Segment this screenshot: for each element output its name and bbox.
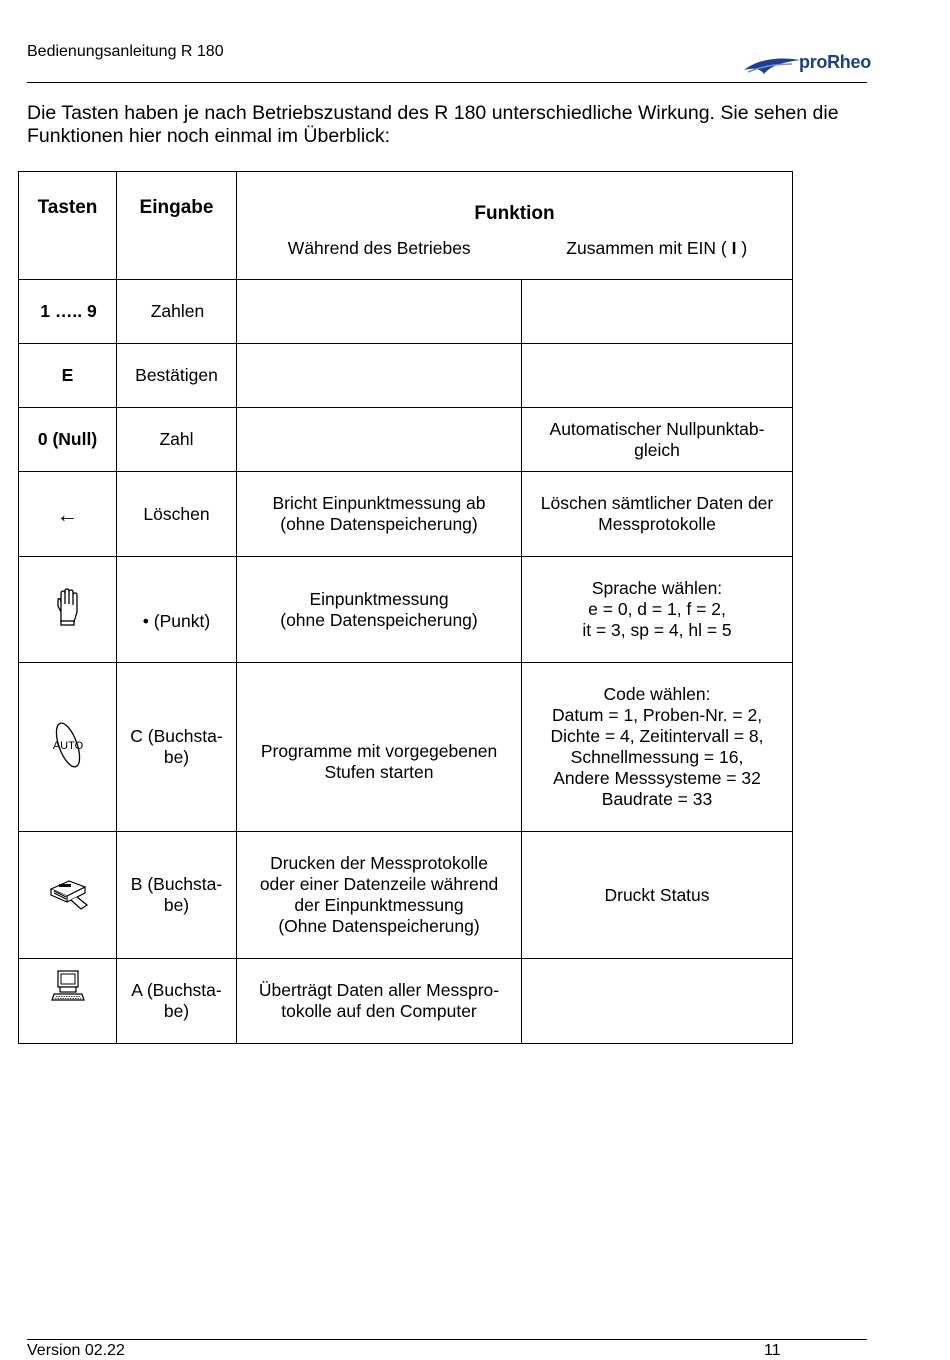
input-cell: Löschen [117,472,237,557]
with-on-cell [522,280,793,344]
header-rule [27,82,867,83]
column-header-tasten: Tasten [19,172,117,280]
computer-icon [51,969,85,1008]
table-row [19,832,793,959]
key-cell: E [19,344,117,408]
with-on-close: ) [741,237,748,258]
during-cell: Drucken der Messprotokolle oder einer Datenzeile während der Einpunktmessung (Ohne Datenspeicherung) [237,832,522,959]
input-cell: A (Buchsta- be) [117,959,237,1044]
with-on-cell: Druckt Status [522,832,793,959]
page-number: 11 [764,1342,781,1359]
key-functions-table [18,171,793,1044]
auto-icon-label: AUTO [52,739,83,752]
input-cell: B (Buchsta- be) [117,832,237,959]
during-cell [237,408,522,472]
key-cell [19,663,117,832]
table-row [19,959,793,1044]
with-on-cell: Sprache wählen: e = 0, d = 1, f = 2, it = 3, sp = 4, hl = 5 [522,557,793,663]
input-cell: Zahl [117,408,237,472]
key-cell: 1 ….. 9 [19,280,117,344]
table-row [19,472,793,557]
logo-swoosh-icon [742,50,802,80]
column-header-eingabe: Eingabe [117,172,237,280]
logo-text: proRheo [799,52,871,72]
column-header-funktion: Funktion [237,172,793,226]
table-row [19,663,793,832]
table-row [19,280,793,344]
printer-icon [47,875,89,916]
key-cell: 0 (Null) [19,408,117,472]
table-row [19,557,793,663]
during-cell [237,344,522,408]
with-on-cell [522,959,793,1044]
input-cell: Zahlen [117,280,237,344]
intro-paragraph: Die Tasten haben je nach Betriebszustand des R 180 unterschiedliche Wirkung. Sie sehen die Funktionen hier noch einmal im Überblick: [27,102,839,147]
during-cell: Programme mit vorgegebenen Stufen starten [237,663,522,832]
input-cell: Bestätigen [117,344,237,408]
footer-rule [27,1339,867,1340]
key-cell [19,557,117,663]
hand-icon [55,588,81,631]
footer-version: Version 02.22 [27,1342,125,1359]
column-header-with-on [522,226,793,280]
with-on-cell: Automatischer Nullpunktab- gleich [522,408,793,472]
input-cell: C (Buchsta- be) [117,663,237,832]
key-cell [19,832,117,959]
prorheo-logo [742,50,872,80]
key-cell [19,959,117,1044]
with-on-cell: Code wählen: Datum = 1, Proben-Nr. = 2, Dichte = 4, Zeitintervall = 8, Schnellmessung = 16, Andere Messsysteme = 32 Baudrate = 33 [522,663,793,832]
input-cell: • (Punkt) [117,557,237,663]
during-cell: Einpunktmessung (ohne Datenspeicherung) [237,557,522,663]
during-cell [237,280,522,344]
with-on-cell: Löschen sämtlicher Daten der Messprotokolle [522,472,793,557]
with-on-label: Zusammen mit EIN ( [566,237,727,258]
document-header-title: Bedienungsanleitung R 180 [27,43,224,60]
with-on-cell [522,344,793,408]
during-cell: Überträgt Daten aller Messpro- tokolle auf den Computer [237,959,522,1044]
on-symbol: I [731,237,737,258]
left-arrow-icon: ← [19,472,117,557]
table-row [19,344,793,408]
column-header-during-operation: Während des Betriebes [237,226,522,280]
table-row [19,408,793,472]
auto-icon [48,720,88,775]
during-cell: Bricht Einpunktmessung ab (ohne Datenspeicherung) [237,472,522,557]
